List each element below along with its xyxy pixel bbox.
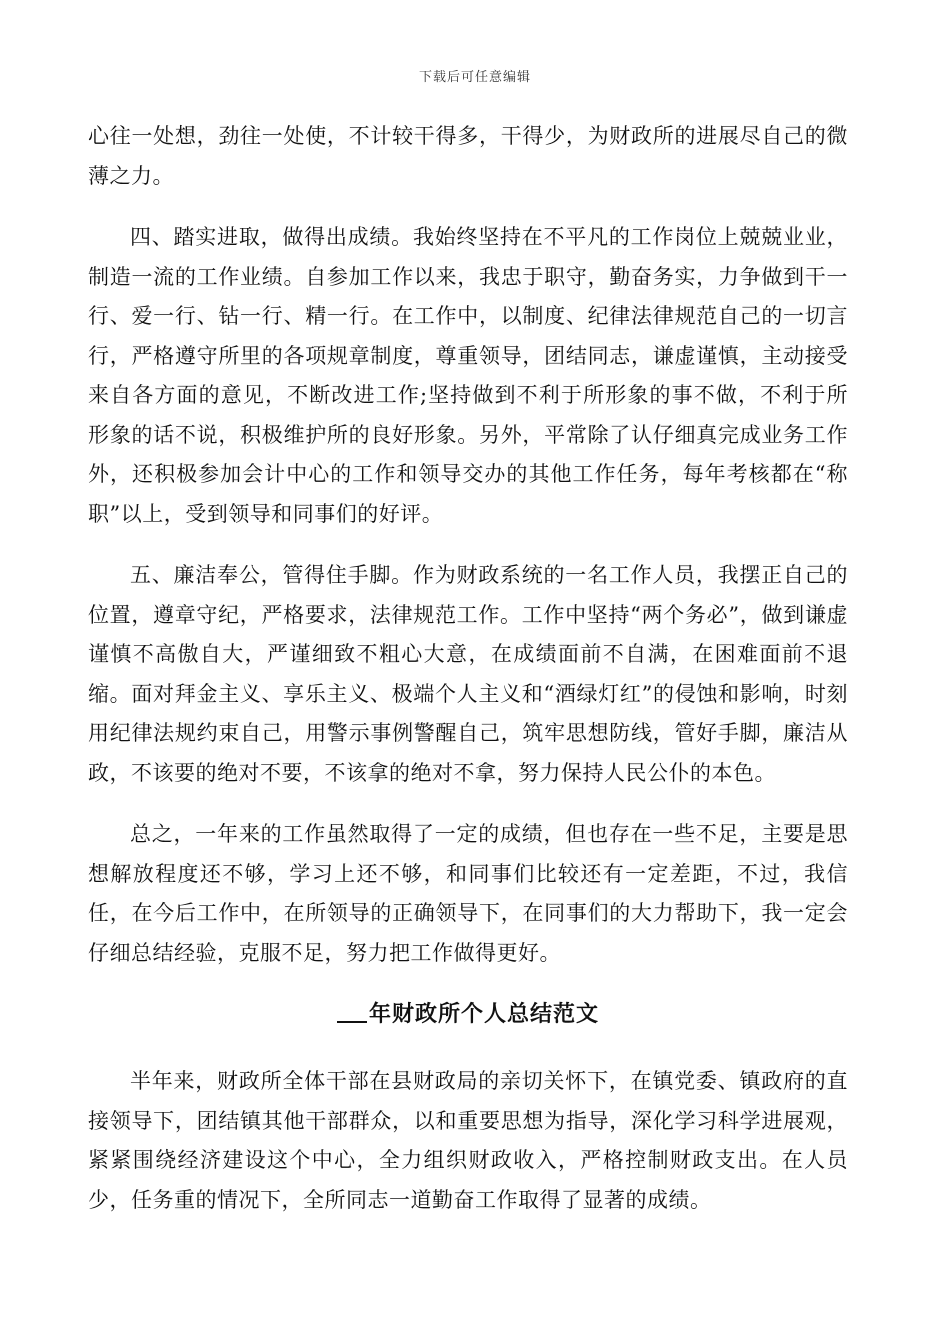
section-heading-text: 年财政所个人总结范文 [368,1001,599,1027]
title-blank-underline [337,999,367,1023]
paragraph-half-year-summary: 半年来，财政所全体干部在县财政局的亲切关怀下，在镇党委、镇政府的直接领导下，团结镇其他干部群众，以和重要思想为指导，深化学习科学进展观，紧紧围绕经济建设这个中心，全力组织财政收入，严格控制财政支出。在人员少，任务重的情况下，全所同志一道勤奋工作取得了显著的成绩。 [88,1069,848,1212]
paragraph-section-five: 五、廉洁奉公，管得住手脚。作为财政系统的一名工作人员，我摆正自己的位置，遵章守纪，严格要求，法律规范工作。工作中坚持“两个务必”，做到谦虚谨慎不高傲自大，严谨细致不粗心大意，在成绩面前不自满，在困难面前不退缩。面对拜金主义、享乐主义、极端个人主义和“酒绿灯红”的侵蚀和影响，时刻用纪律法规约束自己，用警示事例警醒自己，筑牢思想防线，管好手脚，廉洁从政，不该要的绝对不要，不该拿的绝对不拿，努力保持人民公仆的本色。 [88,563,848,785]
paragraph-continued: 心往一处想，劲往一处使，不计较干得多，干得少，为财政所的进展尽自己的微薄之力。 [88,124,848,188]
section-heading [88,995,848,1034]
paragraph-conclusion: 总之，一年来的工作虽然取得了一定的成绩，但也存在一些不足，主要是思想解放程度还不够，学习上还不够，和同事们比较还有一定差距，不过，我信任，在今后工作中，在所领导的正确领导下，在同事们的大力帮助下，我一定会仔细总结经验，克服不足，努力把工作做得更好。 [88,822,848,965]
document-body [88,117,848,1242]
header-note: 下载后可任意编辑 [418,70,531,85]
paragraph-section-four: 四、踏实进取，做得出成绩。我始终坚持在不平凡的工作岗位上兢兢业业，制造一流的工作业绩。自参加工作以来，我忠于职守，勤奋务实，力争做到干一行、爱一行、钻一行、精一行。在工作中，以制度、纪律法律规范自己的一切言行，严格遵守所里的各项规章制度，尊重领导，团结同志，谦虚谨慎，主动接受来自各方面的意见，不断改进工作;坚持做到不利于所形象的事不做，不利于所形象的话不说，积极维护所的良好形象。另外，平常除了认仔细真完成业务工作外，还积极参加会计中心的工作和领导交办的其他工作任务，每年考核都在“称职”以上，受到领导和同事们的好评。 [88,225,848,526]
